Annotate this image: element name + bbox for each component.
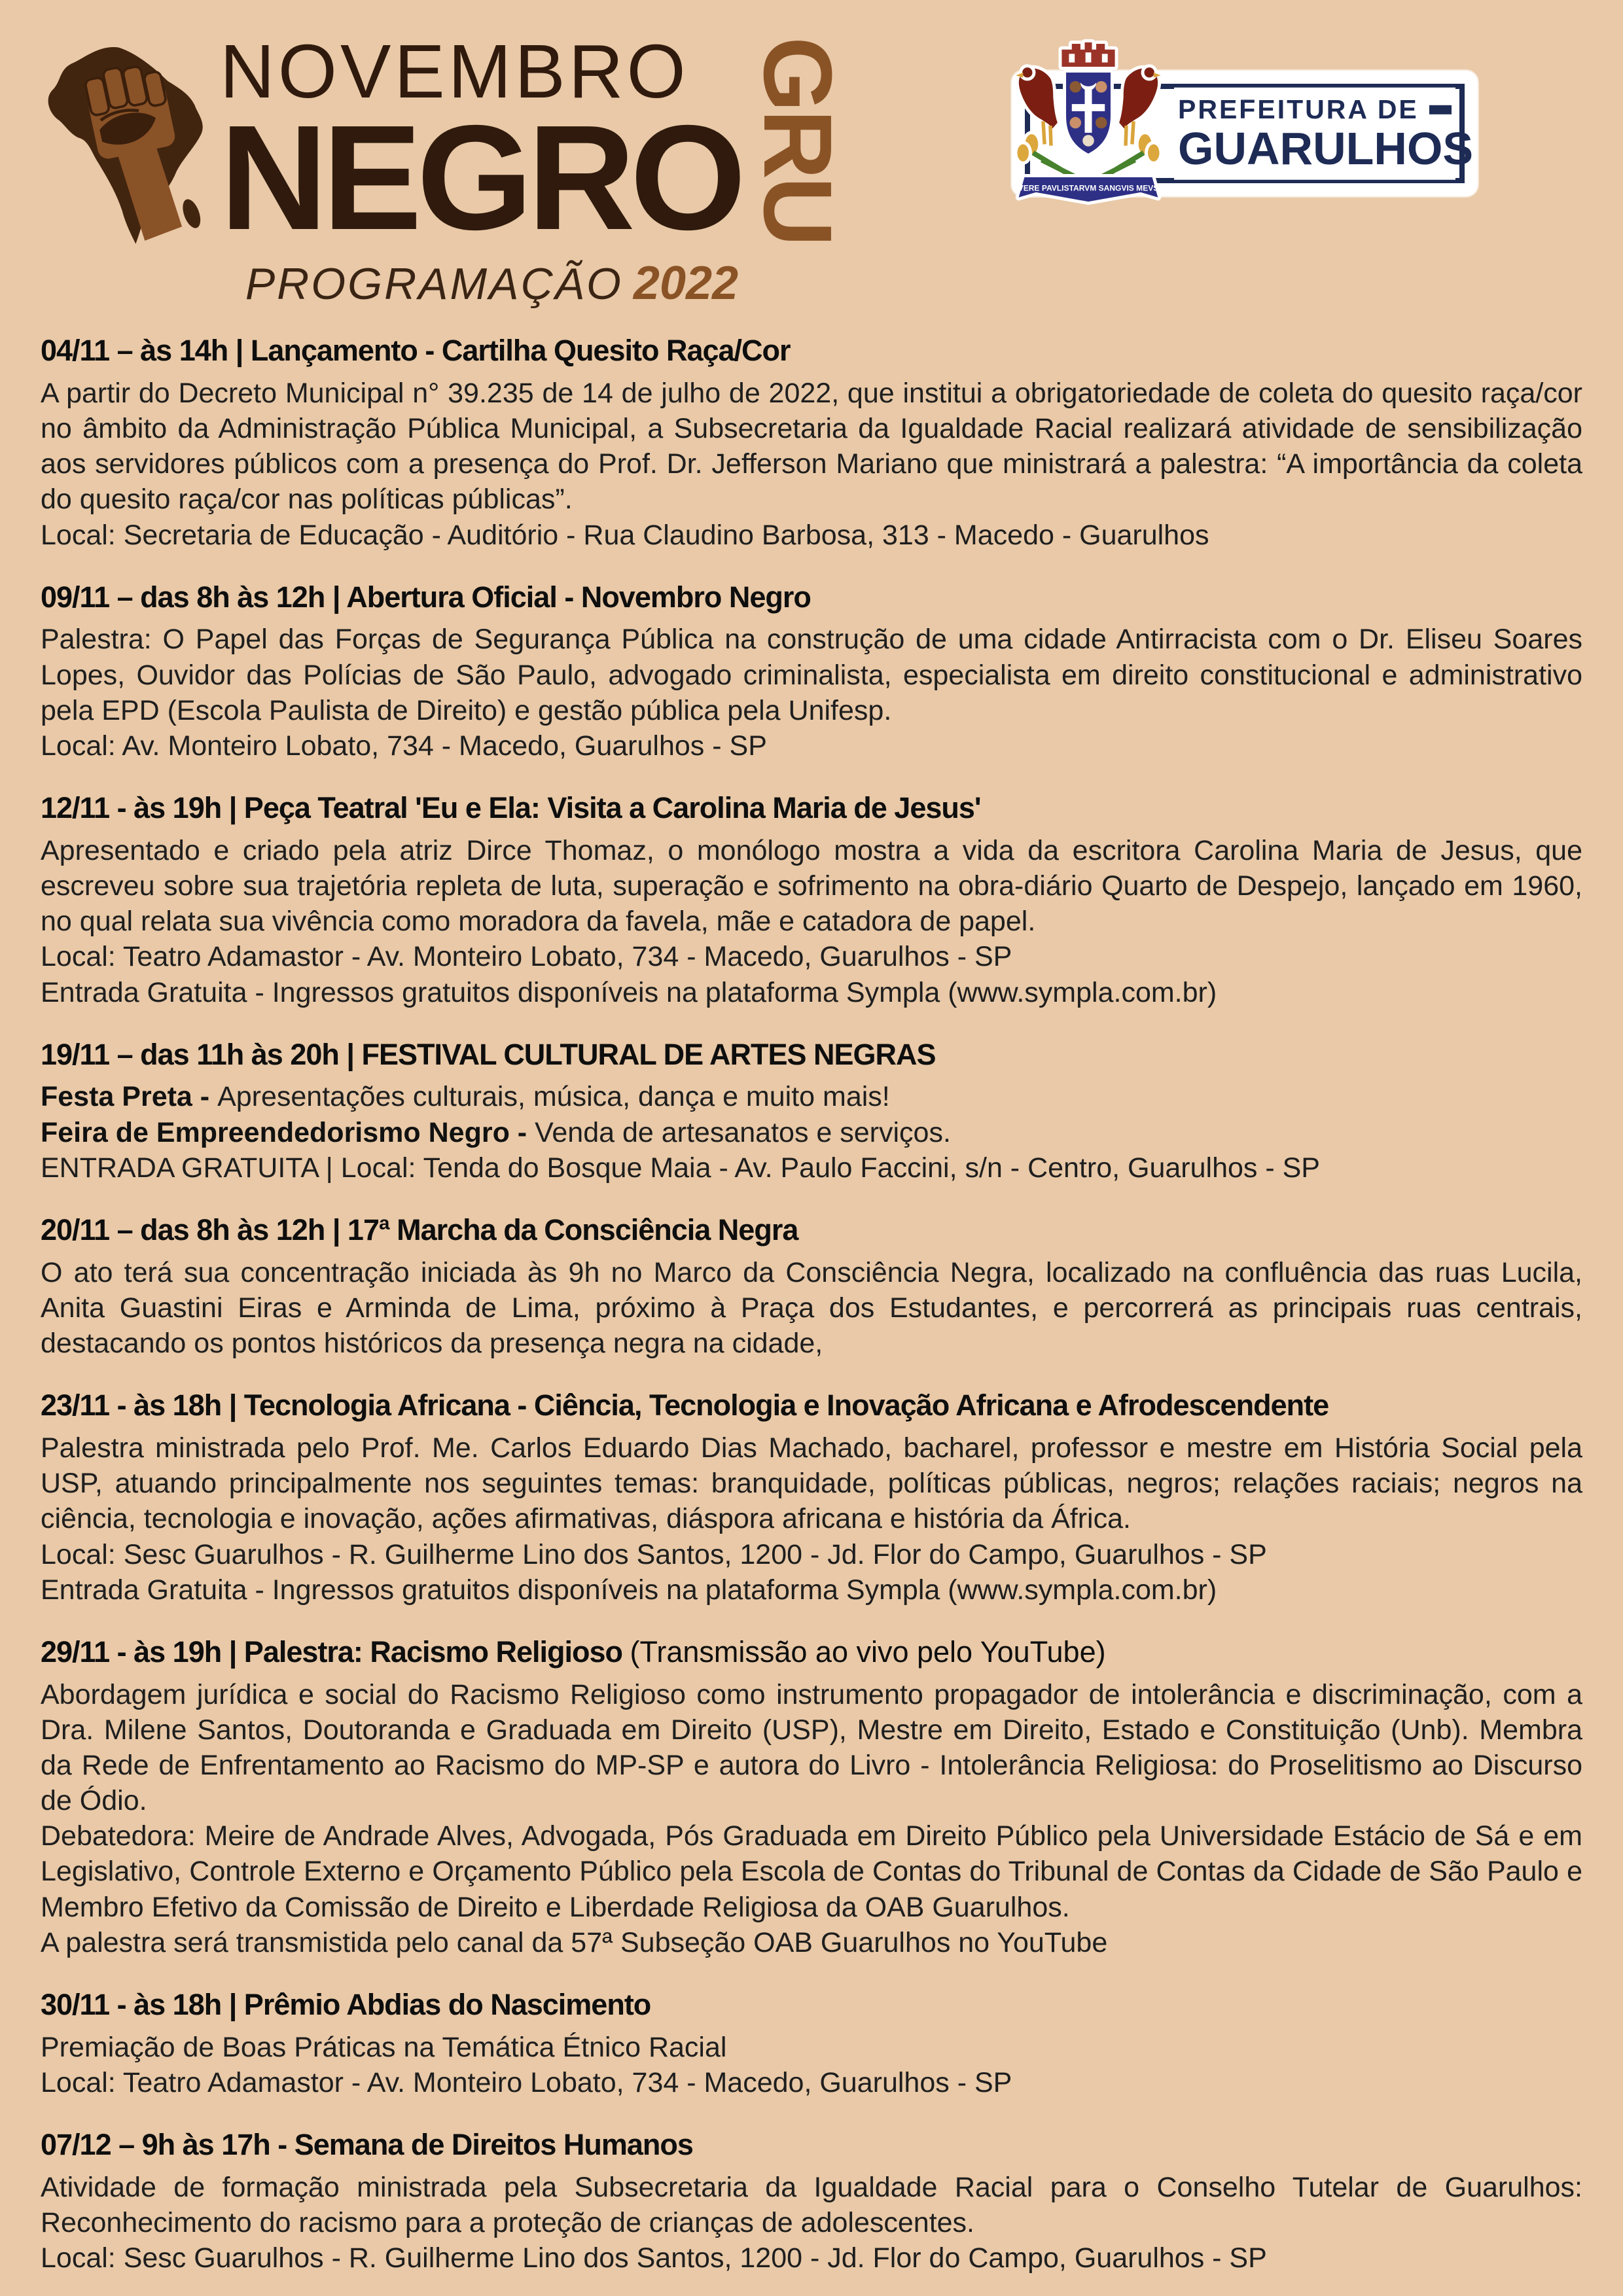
event-section [41, 1635, 1582, 1960]
event-paragraph-segment: Venda de artesanatos e serviços. [535, 1116, 951, 1148]
event-paragraph-segment: Premiação de Boas Práticas na Temática Étnico Racial [41, 2031, 727, 2063]
event-title-segment: 23/11 - às 18h | Tecnologia Africana - Ciência, Tecnologia e Inovação Africana e Afrodescendente [41, 1388, 1329, 1422]
event-paragraph [41, 1255, 1582, 1362]
event-section [41, 580, 1582, 764]
brand-text [220, 29, 852, 310]
event-body [41, 2030, 1582, 2100]
event-title-segment: 19/11 – das 11h às 20h | FESTIVAL CULTURAL DE ARTES NEGRAS [41, 1037, 936, 1071]
event-section [41, 1038, 1582, 1186]
event-paragraph-segment: Local: Sesc Guarulhos - R. Guilherme Lino dos Santos, 1200 - Jd. Flor do Campo, Guarulhos - SP [41, 1538, 1267, 1570]
brand-subtitle-row [220, 256, 741, 310]
event-paragraph [41, 728, 1582, 764]
event-paragraph [41, 2170, 1582, 2240]
event-paragraph [41, 1079, 1582, 1114]
event-paragraph [41, 1537, 1582, 1572]
guarulhos-coat-of-arms [1003, 37, 1174, 230]
event-paragraph-segment: O ato terá sua concentração iniciada às 9h no Marco da Consciência Negra, localizado na confluência das ruas Lucila, Anita Guastini Eiras e Arminda de Lima, próximo à Praça dos Estudantes, e percorrerá as principais ruas centrais, destacando os pontos históricos da presença negra na cidade, [41, 1256, 1582, 1360]
event-paragraph-segment: Feira de Empreendedorismo Negro - [41, 1116, 535, 1148]
event-paragraph [41, 622, 1582, 728]
event-paragraph [41, 975, 1582, 1010]
event-paragraph-segment: Local: Teatro Adamastor - Av. Monteiro Lobato, 734 - Macedo, Guarulhos - SP [41, 2066, 1012, 2098]
event-section [41, 1388, 1582, 1608]
event-paragraph-segment: Local: Av. Monteiro Lobato, 734 - Macedo, Guarulhos - SP [41, 730, 767, 762]
event-body [41, 376, 1582, 553]
event-paragraph [41, 1677, 1582, 1819]
event-paragraph-segment: Apresentado e criado pela atriz Dirce Thomaz, o monólogo mostra a vida da escritora Carolina Maria de Jesus, que escreveu sobre sua trajetória repleta de luta, superação e sofrimento na obra-diário Quarto de Despejo, lançado em 1960, no qual relata sua vivência como moradora da favela, mãe e catadora de papel. [41, 834, 1582, 938]
event-paragraph [41, 1150, 1582, 1186]
brand-line-novembro: NOVEMBRO [220, 29, 689, 114]
event-paragraph-segment: Local: Teatro Adamastor - Av. Monteiro Lobato, 734 - Macedo, Guarulhos - SP [41, 941, 1012, 973]
event-paragraph-segment: Palestra ministrada pelo Prof. Me. Carlos Eduardo Dias Machado, bacharel, professor e mestre em História Social pela USP, atuando principalmente nos seguintes temas: branquidade, políticas públicas, negros; relações raciais; negros na ciência, tecnologia e inovação, ações afirmativas, diáspora africana e história da África. [41, 1432, 1582, 1535]
event-body [41, 622, 1582, 764]
event-title [41, 1635, 1582, 1669]
prefeitura-line1 [1178, 94, 1452, 125]
event-title-segment: 04/11 – às 14h | Lançamento - Cartilha Quesito Raça/Cor [41, 334, 791, 368]
event-body [41, 2170, 1582, 2276]
event-paragraph-segment: A palestra será transmistida pelo canal da 57ª Subseção OAB Guarulhos no YouTube [41, 1926, 1108, 1958]
coat-of-arms-motto: VERE PAVLISTARVM SANGVIS MEVS [1018, 183, 1159, 193]
event-paragraph-segment: ENTRADA GRATUITA | Local: Tenda do Bosque Maia - Av. Paulo Faccini, s/n - Centro, Guarulhos - SP [41, 1152, 1320, 1184]
event-paragraph-segment: Entrada Gratuita - Ingressos gratuitos disponíveis na plataforma Sympla (www.sympla.com.br) [41, 1574, 1217, 1606]
brand-line-negro: NEGRO [220, 95, 741, 262]
event-paragraph [41, 1572, 1582, 1608]
event-paragraph [41, 1818, 1582, 1925]
event-section [41, 791, 1582, 1010]
event-title [41, 1213, 1582, 1247]
prefeitura-logo-plate [1012, 71, 1478, 196]
event-paragraph [41, 939, 1582, 974]
event-title-segment: 07/12 – 9h às 17h - Semana de Direitos Humanos [41, 2128, 693, 2162]
prefeitura-text [1174, 88, 1474, 180]
event-paragraph [41, 518, 1582, 553]
header [41, 29, 1582, 310]
event-paragraph-segment: Palestra: O Papel das Forças de Segurança Pública na construção de uma cidade Antirracista com o Dr. Eliseu Soares Lopes, Ouvidor das Polícias de São Paulo, advogado criminalista, especialista em direito constitucional e administrativo pela EPD (Escola Paulista de Direito) e gestão pública pela Unifesp. [41, 624, 1582, 726]
event-body [41, 1079, 1582, 1186]
event-title-segment: 29/11 - às 19h | Palestra: Racismo Religioso [41, 1634, 630, 1669]
brand-block [41, 29, 852, 310]
event-paragraph-segment: Festa Preta - [41, 1081, 218, 1113]
event-section [41, 2128, 1582, 2276]
event-title-segment: 30/11 - às 18h | Prêmio Abdias do Nascimento [41, 1987, 651, 2021]
event-body [41, 1430, 1582, 1608]
event-paragraph-segment: A partir do Decreto Municipal n° 39.235 de 14 de julho de 2022, que institui a obrigatoriedade de coleta do quesito raça/cor no âmbito da Administração Pública Municipal, a Subsecretaria da Igualdade Racial realizará atividade de sensibilização aos servidores públicos com a presença do Prof. Dr. Jefferson Mariano que ministrará a palestra: “A importância da coleta do quesito raça/cor nas políticas públicas”. [41, 377, 1582, 516]
event-title-segment: 20/11 – das 8h às 12h | 17ª Marcha da Consciência Negra [41, 1212, 798, 1246]
event-title [41, 791, 1582, 825]
event-paragraph-segment: Debatedora: Meire de Andrade Alves, Advogada, Pós Graduada em Direito Público pela Universidade Estácio de Sá e em Legislativo, Controle Externo e Orçamento Público pela Escola de Contas do Tribunal de Contas da Cidade de São Paulo e Membro Efetivo da Comissão de Direito e Liberdade Religiosa da OAB Guarulhos. [41, 1820, 1582, 1923]
event-paragraph [41, 1925, 1582, 1960]
event-body [41, 833, 1582, 1010]
brand-year: 2022 [633, 257, 739, 310]
event-title [41, 1388, 1582, 1422]
event-paragraph [41, 2240, 1582, 2276]
brand-subtitle: PROGRAMAÇÃO [245, 259, 623, 309]
event-body [41, 1677, 1582, 1960]
event-paragraph [41, 2065, 1582, 2100]
event-paragraph-segment: Local: Sesc Guarulhos - R. Guilherme Lino dos Santos, 1200 - Jd. Flor do Campo, Guarulhos - SP [41, 2242, 1267, 2274]
event-paragraph [41, 376, 1582, 518]
event-title [41, 580, 1582, 614]
prefeitura-line1-label: PREFEITURA DE [1178, 94, 1419, 124]
event-title [41, 334, 1582, 368]
event-section [41, 1988, 1582, 2100]
event-title [41, 2128, 1582, 2162]
event-title-segment: 09/11 – das 8h às 12h | Abertura Oficial - Novembro Negro [41, 580, 811, 614]
event-paragraph-segment: Abordagem jurídica e social do Racismo Religioso como instrumento propagador de intolerância e discriminação, com a Dra. Milene Santos, Doutoranda e Graduada em Direito (USP), Mestre em Direito, Estado e Constituição (Unb). Membra da Rede de Enfrentamento ao Racismo do MP-SP e autora do Livro - Intolerância Religiosa: do Proselitismo ao Discurso de Ódio. [41, 1678, 1582, 1817]
africa-fist-logo [41, 39, 237, 255]
event-paragraph [41, 2030, 1582, 2065]
event-title [41, 1988, 1582, 2022]
event-title-segment: (Transmissão ao vivo pelo YouTube) [630, 1634, 1106, 1669]
event-paragraph [41, 1430, 1582, 1537]
event-title-segment: 12/11 - às 19h | Peça Teatral 'Eu e Ela: Visita a Carolina Maria de Jesus' [41, 791, 981, 825]
event-paragraph-segment: Local: Secretaria de Educação - Auditório - Rua Claudino Barbosa, 313 - Macedo - Guarulhos [41, 519, 1209, 551]
brand-vertical-gru: GRU [743, 37, 852, 244]
event-paragraph-segment: Apresentações culturais, música, dança e muito mais! [217, 1081, 890, 1113]
event-body [41, 1255, 1582, 1362]
event-paragraph-segment: Atividade de formação ministrada pela Subsecretaria da Igualdade Racial para o Conselho Tutelar de Guarulhos: Reconhecimento do racismo para a proteção de crianças de adolescentes. [41, 2171, 1582, 2238]
event-list [41, 334, 1582, 2276]
event-paragraph-segment: Entrada Gratuita - Ingressos gratuitos disponíveis na plataforma Sympla (www.sympla.com.br) [41, 976, 1217, 1008]
event-paragraph [41, 833, 1582, 940]
event-section [41, 334, 1582, 553]
event-section [41, 1213, 1582, 1361]
event-paragraph [41, 1115, 1582, 1150]
event-title [41, 1038, 1582, 1072]
prefeitura-line2: GUARULHOS [1178, 122, 1474, 174]
